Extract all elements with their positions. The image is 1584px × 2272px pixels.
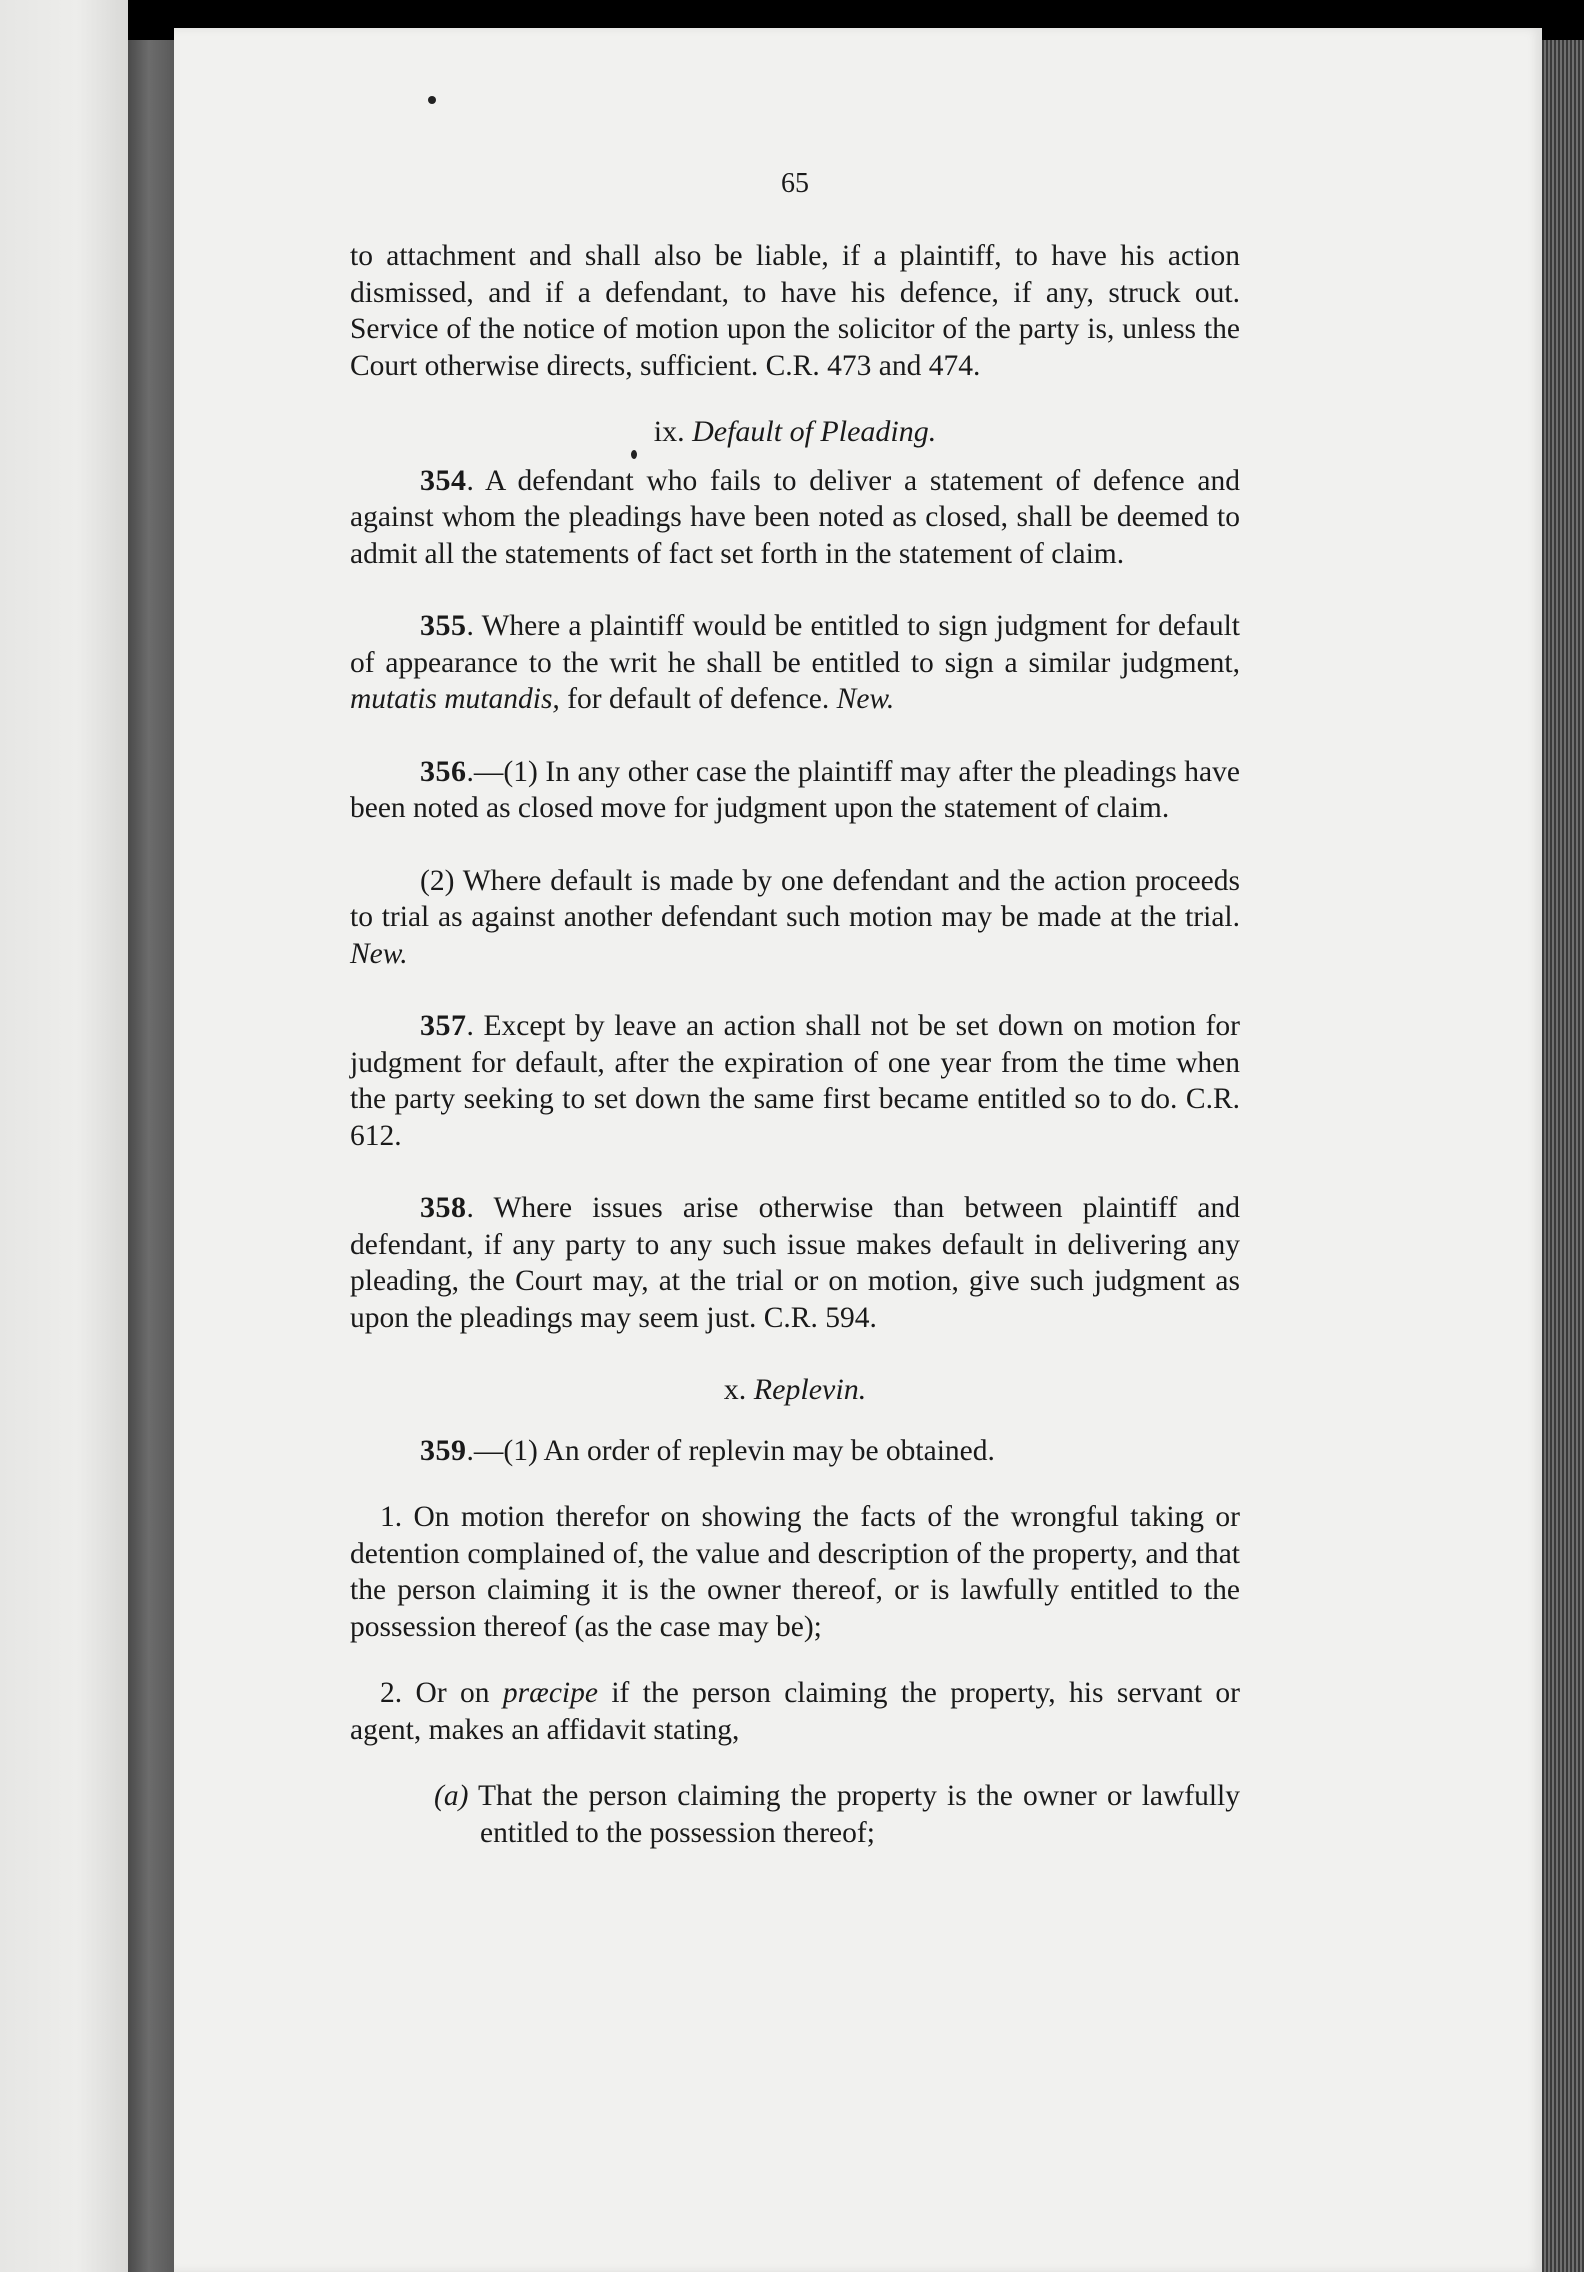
heading-numeral: ix. xyxy=(653,415,685,448)
section-text: .—(1) An order of replevin may be obtained. xyxy=(466,1434,995,1467)
latin-phrase: mutatis mutandis, xyxy=(350,683,560,715)
section-number: 355 xyxy=(420,609,467,642)
heading-title: Replevin. xyxy=(753,1373,867,1406)
opening-text: to attachment and shall also be liable, if a plaintiff, to have his action dismissed, and if a defendant, to have his defence, if any, struck out. Service of the notice of motion upon the solicitor of the party is, unless the Court otherwise directs, sufficient. C.R. 473 and 474. xyxy=(350,240,1240,382)
section-358 xyxy=(350,1190,1240,1336)
ink-speck xyxy=(428,96,436,104)
section-text: for default of defence. xyxy=(559,683,837,715)
section-text: .—(1) In any other case the plaintiff may after the pleadings have been noted as closed move for judgment upon the statement of claim. xyxy=(350,755,1240,824)
section-355 xyxy=(350,608,1240,718)
section-357 xyxy=(350,1008,1240,1154)
opening-paragraph xyxy=(350,238,1240,384)
section-text: (2) Where default is made by one defendant and the action proceeds to trial as against another defendant such motion may be made at the trial. xyxy=(350,864,1240,933)
section-number: 356 xyxy=(420,754,467,788)
section-heading-x xyxy=(350,1372,1240,1409)
page-stack-edge xyxy=(1542,40,1584,2272)
section-number: 359 xyxy=(420,1433,467,1467)
section-text: . A defendant who fails to deliver a statement of defence and against whom the pleadings have been noted as closed, shall be deemed to admit all the statements of fact set forth in the statement of claim. xyxy=(350,464,1240,570)
section-number: 354 xyxy=(420,463,467,497)
item-text: 2. Or on xyxy=(380,1677,503,1709)
section-heading-ix xyxy=(350,414,1240,451)
page-body xyxy=(350,170,1240,1851)
section-359-1 xyxy=(350,1433,1240,1470)
section-354 xyxy=(350,463,1240,573)
section-text: . Except by leave an action shall not be set down on motion for judgment for default, after the expiration of one year from the time when the party seeking to set down the same first became entitled so to do. C.R. 612. xyxy=(350,1010,1240,1152)
book-gutter xyxy=(128,40,174,2272)
list-item-1 xyxy=(350,1499,1240,1645)
item-text: if the person claiming the property, his servant or agent, makes an affidavit stating, xyxy=(350,1677,1240,1746)
page-number: 65 xyxy=(781,168,809,199)
facing-page-edge xyxy=(0,0,128,2272)
source-note: New. xyxy=(836,683,895,715)
latin-term: præcipe xyxy=(502,1677,598,1709)
section-number: 358 xyxy=(420,1191,467,1224)
heading-numeral: x. xyxy=(723,1373,747,1406)
section-text: . Where issues arise otherwise than between plaintiff and defendant, if any party to any such issue makes default in delivering any pleading, the Court may, at the trial or on motion, give such judgment as upon the pleadings may seem just. C.R. 594. xyxy=(350,1192,1240,1334)
section-356-1 xyxy=(350,754,1240,827)
source-note: New. xyxy=(350,937,408,970)
section-356-2 xyxy=(350,863,1240,973)
sub-item-a xyxy=(350,1778,1240,1851)
section-text: . Where a plaintiff would be entitled to sign judgment for default of appearance to the writ he shall be entitled to sign a similar judgment, xyxy=(350,610,1240,679)
item-text: 1. On motion therefor on showing the facts of the wrongful taking or detention complained of, the value and description of the property, and that the person claiming it is the owner thereof, or is lawfully entitled to the possession thereof (as the case may be); xyxy=(350,1501,1240,1643)
sub-item-label: (a) xyxy=(434,1780,469,1812)
list-item-2 xyxy=(350,1675,1240,1748)
heading-title: Default of Pleading. xyxy=(692,415,937,448)
sub-item-text: That the person claiming the property is the owner or lawfully entitled to the possession thereof; xyxy=(468,1780,1240,1849)
section-number: 357 xyxy=(420,1009,467,1042)
